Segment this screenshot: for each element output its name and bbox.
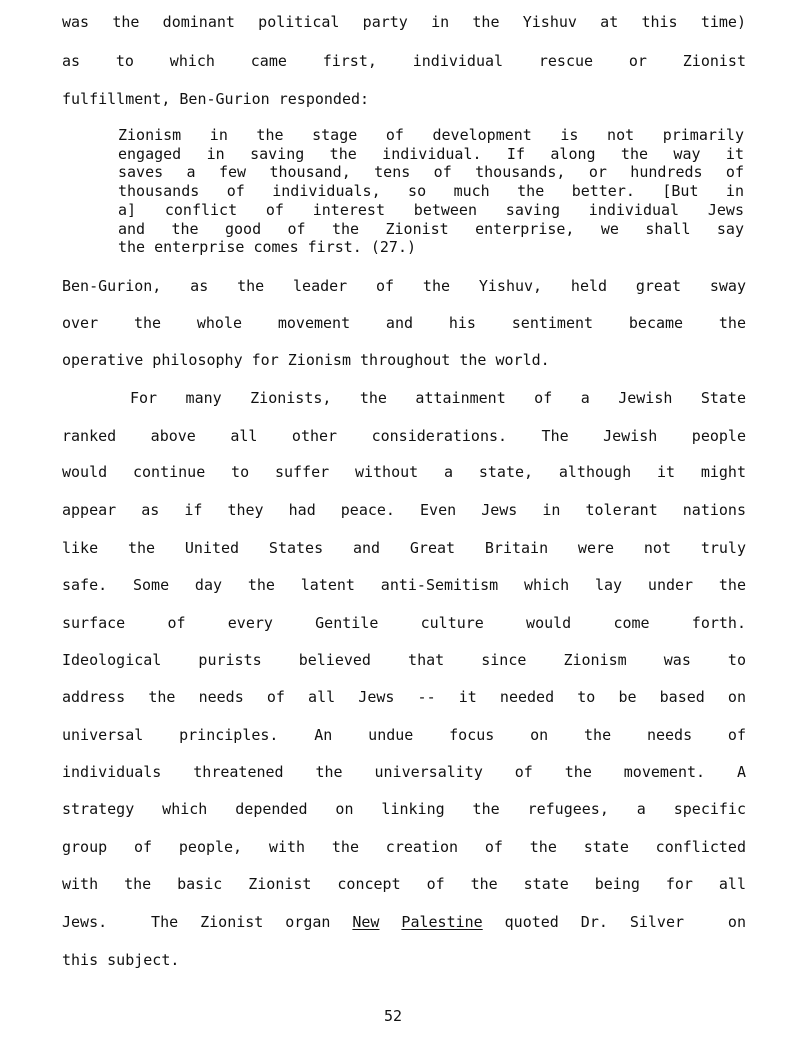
main-line-14: with the basic Zionist concept of the state being for all [62, 875, 746, 893]
after-quote-line-3: operative philosophy for Zionism throughout the world. [62, 351, 550, 369]
quote-line-7: the enterprise comes first. (27.) [118, 238, 417, 256]
main-line-8: Ideological purists believed that since Zionism was to [62, 651, 746, 669]
main-line-16: this subject. [62, 951, 180, 969]
main-line-4: appear as if they had peace. Even Jews in tolerant nations [62, 501, 746, 519]
main-line-11: individuals threatened the universality of the movement. A [62, 763, 746, 781]
intro-line-1: was the dominant political party in the Yishuv at this time) [62, 13, 746, 31]
line-text-before: Jews. The Zionist organ [62, 913, 353, 931]
main-line-10: universal principles. An undue focus on the needs of [62, 726, 746, 744]
after-quote-line-1: Ben-Gurion, as the leader of the Yishuv, held great sway [62, 277, 746, 295]
quote-line-5: a] conflict of interest between saving individual Jews [118, 201, 744, 219]
main-line-9: address the needs of all Jews -- it needed to be based on [62, 688, 746, 706]
main-line-6: safe. Some day the latent anti-Semitism which lay under the [62, 576, 746, 594]
intro-line-3: fulfillment, Ben-Gurion responded: [62, 90, 370, 108]
page-number: 52 [383, 1007, 403, 1025]
main-line-15 [62, 913, 746, 931]
main-line-1: For many Zionists, the attainment of a Jewish State [130, 389, 746, 407]
quote-line-6: and the good of the Zionist enterprise, we shall say [118, 220, 744, 238]
line-text-after: quoted Dr. Silver on [482, 913, 746, 931]
publication-title-new: New [352, 913, 380, 931]
quote-line-2: engaged in saving the individual. If along the way it [118, 145, 744, 163]
main-line-3: would continue to suffer without a state, although it might [62, 463, 746, 481]
main-line-5: like the United States and Great Britain were not truly [62, 539, 746, 557]
main-line-2: ranked above all other considerations. The Jewish people [62, 427, 746, 445]
publication-title-palestine: Palestine [401, 913, 483, 931]
intro-line-2: as to which came first, individual rescue or Zionist [62, 52, 746, 70]
quote-line-4: thousands of individuals, so much the better. [But in [118, 182, 744, 200]
quote-line-3: saves a few thousand, tens of thousands, or hundreds of [118, 163, 744, 181]
main-line-7: surface of every Gentile culture would come forth. [62, 614, 746, 632]
main-line-12: strategy which depended on linking the refugees, a specific [62, 800, 746, 818]
after-quote-line-2: over the whole movement and his sentiment became the [62, 314, 746, 332]
main-line-13: group of people, with the creation of the state conflicted [62, 838, 746, 856]
publication-title-space [379, 913, 401, 931]
quote-line-1: Zionism in the stage of development is not primarily [118, 126, 744, 144]
